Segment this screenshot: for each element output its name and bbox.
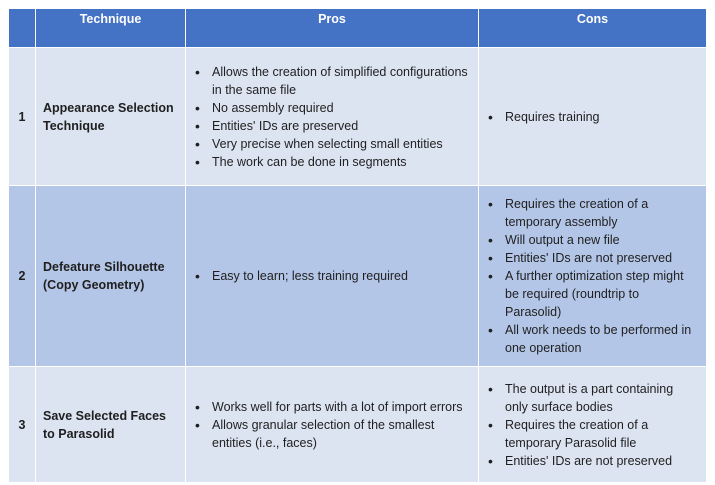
technique-name-line: Save Selected Faces xyxy=(43,408,166,423)
pros-cell xyxy=(186,186,479,367)
cons-item: • All work needs to be performed in one operation xyxy=(486,321,698,357)
technique-name-line: (Copy Geometry) xyxy=(43,278,145,292)
cons-item: • Entities' IDs are not preserved xyxy=(486,249,698,267)
cons-item: • The output is a part containing only surface bodies xyxy=(486,380,698,416)
pros-list xyxy=(193,63,470,171)
pros-list xyxy=(193,398,470,452)
comparison-table xyxy=(8,8,707,483)
pros-item: • Easy to learn; less training required xyxy=(193,267,470,285)
cons-list xyxy=(486,195,698,357)
technique-name-line: to Parasolid xyxy=(43,426,115,441)
cons-item: • Requires the creation of a temporary Parasolid file xyxy=(486,416,698,452)
technique-name xyxy=(36,186,186,367)
pros-item: • Works well for parts with a lot of import errors xyxy=(193,398,470,416)
cons-cell xyxy=(479,367,707,483)
cons-list xyxy=(486,108,698,126)
row-number: 1 xyxy=(9,48,36,186)
table-row xyxy=(9,48,707,186)
cons-cell xyxy=(479,48,707,186)
cons-item: • Entities' IDs are not preserved xyxy=(486,452,698,470)
pros-list xyxy=(193,267,470,285)
header-pros: Pros xyxy=(186,9,479,48)
cons-list xyxy=(486,380,698,470)
header-technique: Technique xyxy=(36,9,186,48)
cons-item: • Requires training xyxy=(486,108,698,126)
cons-item: • Requires the creation of a temporary assembly xyxy=(486,195,698,231)
table-row xyxy=(9,367,707,483)
technique-name-line: Defeature Silhouette xyxy=(43,260,165,274)
row-number: 3 xyxy=(9,367,36,483)
header-number xyxy=(9,9,36,48)
technique-name-line: Technique xyxy=(43,118,105,133)
pros-item: • Entities' IDs are preserved xyxy=(193,117,470,135)
cons-item: • Will output a new file xyxy=(486,231,698,249)
table-row xyxy=(9,186,707,367)
row-number: 2 xyxy=(9,186,36,367)
header-cons: Cons xyxy=(479,9,707,48)
technique-name-line: Appearance Selection xyxy=(43,100,174,115)
pros-cell xyxy=(186,48,479,186)
pros-item: • Allows the creation of simplified configurations in the same file xyxy=(193,63,470,99)
pros-item: • Allows granular selection of the smallest entities (i.e., faces) xyxy=(193,416,470,452)
pros-item: • No assembly required xyxy=(193,99,470,117)
pros-item: • Very precise when selecting small entities xyxy=(193,135,470,153)
cons-cell xyxy=(479,186,707,367)
cons-item: • A further optimization step might be required (roundtrip to Parasolid) xyxy=(486,267,698,321)
header-row xyxy=(9,9,707,48)
technique-name xyxy=(36,48,186,186)
pros-item: • The work can be done in segments xyxy=(193,153,470,171)
pros-cell xyxy=(186,367,479,483)
technique-name xyxy=(36,367,186,483)
